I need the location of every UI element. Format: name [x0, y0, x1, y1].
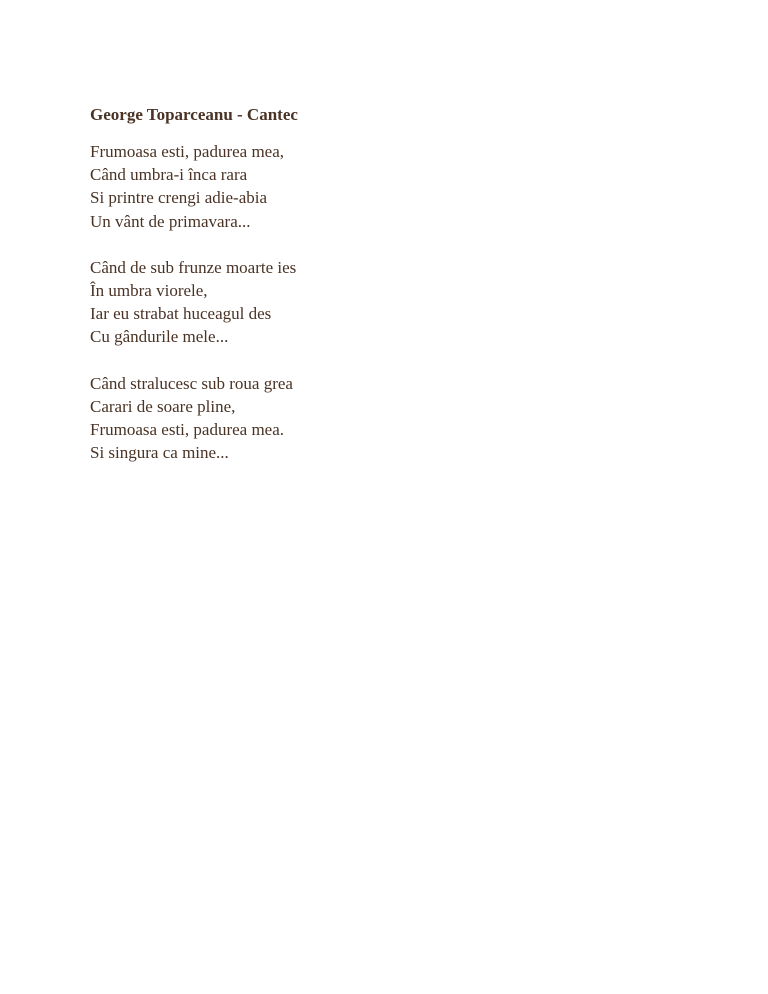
poem-line: Carari de soare pline, [90, 396, 236, 416]
poem-line: Si printre crengi adie-abia [90, 188, 268, 208]
poem-line: Când stralucesc sub roua grea [90, 373, 293, 393]
poem-line: În umbra viorele, [90, 281, 208, 301]
poem-line: Un vânt de primavara... [90, 211, 251, 231]
poem-line: Iar eu strabat huceagul des [90, 304, 272, 324]
poem-line: Când umbra-i înca rara [90, 165, 248, 185]
stanza-3 [90, 372, 690, 465]
poem [90, 104, 690, 487]
stanza-2 [90, 256, 690, 349]
poem-line: Si singura ca mine... [90, 443, 229, 463]
stanza-1 [90, 140, 690, 233]
poem-line: Frumoasa esti, padurea mea, [90, 142, 285, 161]
poem-line: Cu gândurile mele... [90, 327, 229, 347]
poem-line: Când de sub frunze moarte ies [90, 257, 297, 277]
poem-line: Frumoasa esti, padurea mea. [90, 420, 285, 440]
poem-title: George Toparceanu - Cantec [90, 105, 298, 124]
